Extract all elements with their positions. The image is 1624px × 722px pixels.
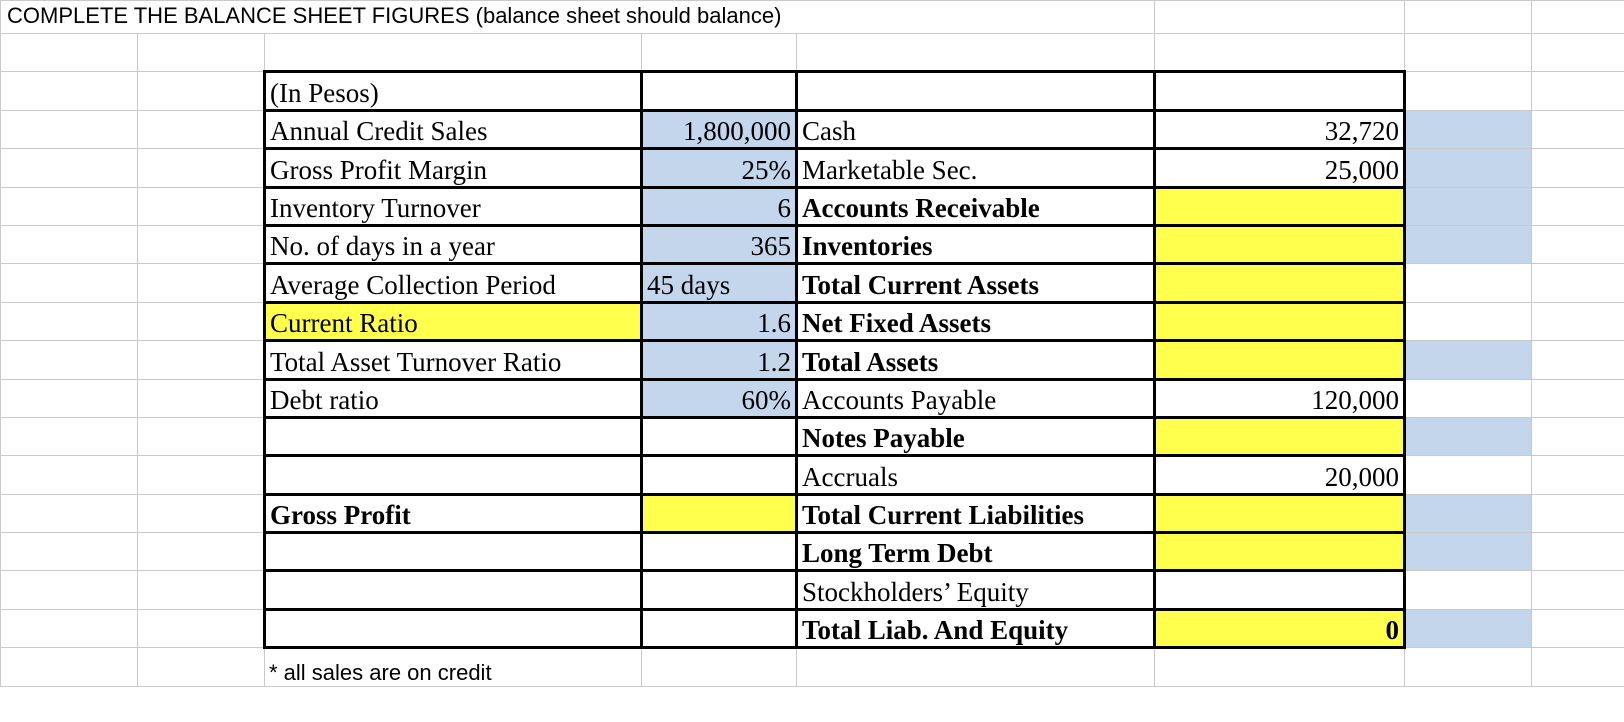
cell[interactable]: [1, 533, 138, 571]
ratio-label-gross-profit-margin[interactable]: Gross Profit Margin: [265, 149, 642, 187]
bs-value-accounts-receivable[interactable]: [1155, 187, 1405, 225]
bs-label-stockholders-equity[interactable]: Stockholders’ Equity: [797, 571, 1155, 609]
ratio-value-current-ratio[interactable]: 1.6: [642, 302, 797, 340]
cell[interactable]: [1, 225, 138, 263]
ratio-label-inventory-turnover[interactable]: Inventory Turnover: [265, 187, 642, 225]
cell[interactable]: [1532, 456, 1624, 494]
cell[interactable]: [1, 302, 138, 340]
cell[interactable]: [1155, 648, 1405, 686]
cell[interactable]: [138, 341, 265, 379]
bs-label-total-current-liabilities[interactable]: Total Current Liabilities: [797, 494, 1155, 532]
bs-label-total-liab-and-equity[interactable]: Total Liab. And Equity: [797, 609, 1155, 647]
bs-label-accruals[interactable]: Accruals: [797, 456, 1155, 494]
cell[interactable]: [1405, 302, 1532, 340]
cell[interactable]: [138, 302, 265, 340]
bs-label-notes-payable[interactable]: Notes Payable: [797, 417, 1155, 455]
cell[interactable]: [642, 34, 797, 72]
cell[interactable]: [642, 571, 797, 609]
cell[interactable]: [1532, 341, 1624, 379]
bs-label-accounts-receivable[interactable]: Accounts Receivable: [797, 187, 1155, 225]
cell[interactable]: [1405, 456, 1532, 494]
bs-label-marketable-sec[interactable]: Marketable Sec.: [797, 149, 1155, 187]
cell[interactable]: [1155, 1, 1405, 34]
bs-value-stockholders-equity[interactable]: [1155, 571, 1405, 609]
bs-label-net-fixed-assets[interactable]: Net Fixed Assets: [797, 302, 1155, 340]
cell[interactable]: [1, 72, 138, 110]
bs-value-total-current-liabilities[interactable]: [1155, 494, 1405, 532]
cell[interactable]: [265, 533, 642, 571]
cell[interactable]: [265, 609, 642, 647]
cell[interactable]: [1532, 379, 1624, 417]
cell[interactable]: [1, 341, 138, 379]
cell[interactable]: [1, 110, 138, 148]
cell[interactable]: [1405, 494, 1532, 532]
ratio-label-avg-collection-period[interactable]: Average Collection Period: [265, 264, 642, 302]
cell[interactable]: [1532, 149, 1624, 187]
cell[interactable]: [1, 379, 138, 417]
bs-value-cash[interactable]: 32,720: [1155, 110, 1405, 148]
bs-value-notes-payable[interactable]: [1155, 417, 1405, 455]
cell[interactable]: [1405, 379, 1532, 417]
cell[interactable]: [138, 571, 265, 609]
ratio-label-total-asset-turnover[interactable]: Total Asset Turnover Ratio: [265, 341, 642, 379]
ratio-label-annual-credit-sales[interactable]: Annual Credit Sales: [265, 110, 642, 148]
cell[interactable]: [138, 149, 265, 187]
footnote[interactable]: * all sales are on credit: [265, 648, 642, 686]
cell[interactable]: [1532, 417, 1624, 455]
cell[interactable]: [1, 456, 138, 494]
ratio-label-current-ratio[interactable]: Current Ratio: [265, 302, 642, 340]
bs-label-long-term-debt[interactable]: Long Term Debt: [797, 533, 1155, 571]
bs-value-net-fixed-assets[interactable]: [1155, 302, 1405, 340]
cell[interactable]: [797, 648, 1155, 686]
bs-value-accounts-payable[interactable]: 120,000: [1155, 379, 1405, 417]
cell[interactable]: [138, 110, 265, 148]
cell[interactable]: [1532, 494, 1624, 532]
cell[interactable]: [265, 456, 642, 494]
cell[interactable]: [1405, 609, 1532, 647]
ratio-value-total-asset-turnover[interactable]: 1.2: [642, 341, 797, 379]
cell[interactable]: [1532, 225, 1624, 263]
cell[interactable]: [1405, 264, 1532, 302]
ratio-value-days-in-year[interactable]: 365: [642, 225, 797, 263]
cell[interactable]: [642, 417, 797, 455]
cell[interactable]: [1532, 1, 1624, 34]
cell[interactable]: [1, 417, 138, 455]
bs-label-total-current-assets[interactable]: Total Current Assets: [797, 264, 1155, 302]
cell[interactable]: [642, 456, 797, 494]
bs-label-total-assets[interactable]: Total Assets: [797, 341, 1155, 379]
ratio-value-gross-profit-margin[interactable]: 25%: [642, 149, 797, 187]
cell[interactable]: [1, 34, 138, 72]
cell[interactable]: [1532, 533, 1624, 571]
cell[interactable]: [642, 648, 797, 686]
cell[interactable]: [1, 187, 138, 225]
bs-value-total-assets[interactable]: [1155, 341, 1405, 379]
cell[interactable]: [138, 187, 265, 225]
cell[interactable]: [642, 533, 797, 571]
header-label-cell[interactable]: (In Pesos): [265, 72, 642, 110]
cell[interactable]: [138, 456, 265, 494]
cell[interactable]: [1405, 34, 1532, 72]
bs-label-cash[interactable]: Cash: [797, 110, 1155, 148]
cell[interactable]: [797, 34, 1155, 72]
cell[interactable]: [138, 609, 265, 647]
cell[interactable]: [1532, 72, 1624, 110]
bs-value-marketable-sec[interactable]: 25,000: [1155, 149, 1405, 187]
bs-label-accounts-payable[interactable]: Accounts Payable: [797, 379, 1155, 417]
cell[interactable]: [138, 72, 265, 110]
bs-value-total-liab-and-equity[interactable]: 0: [1155, 609, 1405, 647]
cell[interactable]: [1532, 110, 1624, 148]
cell[interactable]: [138, 34, 265, 72]
cell[interactable]: [1405, 417, 1532, 455]
gross-profit-label[interactable]: Gross Profit: [265, 494, 642, 532]
cell[interactable]: [1532, 571, 1624, 609]
bs-value-inventories[interactable]: [1155, 225, 1405, 263]
cell[interactable]: [1532, 264, 1624, 302]
ratio-value-debt-ratio[interactable]: 60%: [642, 379, 797, 417]
cell[interactable]: [138, 648, 265, 686]
ratio-label-days-in-year[interactable]: No. of days in a year: [265, 225, 642, 263]
cell[interactable]: [1532, 34, 1624, 72]
cell[interactable]: [1532, 609, 1624, 647]
cell[interactable]: [1405, 149, 1532, 187]
cell[interactable]: [1405, 72, 1532, 110]
cell[interactable]: [1155, 34, 1405, 72]
cell[interactable]: [1405, 533, 1532, 571]
bs-value-total-current-assets[interactable]: [1155, 264, 1405, 302]
cell[interactable]: [138, 533, 265, 571]
bs-label-inventories[interactable]: Inventories: [797, 225, 1155, 263]
sheet-title-cell[interactable]: [1, 1, 1155, 34]
cell[interactable]: [1, 264, 138, 302]
sheet-title: COMPLETE THE BALANCE SHEET FIGURES (balance sheet should balance): [7, 3, 782, 28]
ratio-value-avg-collection-period[interactable]: 45 days: [642, 264, 797, 302]
cell[interactable]: [1405, 1, 1532, 34]
cell[interactable]: [138, 225, 265, 263]
cell[interactable]: [138, 264, 265, 302]
cell[interactable]: [1, 571, 138, 609]
cell[interactable]: [1405, 648, 1532, 686]
cell[interactable]: [1532, 302, 1624, 340]
bs-value-long-term-debt[interactable]: [1155, 533, 1405, 571]
cell[interactable]: [1, 609, 138, 647]
cell[interactable]: [265, 417, 642, 455]
cell[interactable]: [138, 417, 265, 455]
cell[interactable]: [265, 34, 642, 72]
ratio-value-inventory-turnover[interactable]: 6: [642, 187, 797, 225]
bs-value-accruals[interactable]: 20,000: [1155, 456, 1405, 494]
cell[interactable]: [1405, 225, 1532, 263]
ratio-value-annual-credit-sales[interactable]: 1,800,000: [642, 110, 797, 148]
cell[interactable]: [1155, 72, 1405, 110]
cell[interactable]: [1, 149, 138, 187]
cell[interactable]: [1532, 648, 1624, 686]
cell[interactable]: [1405, 187, 1532, 225]
cell[interactable]: [265, 571, 642, 609]
cell[interactable]: [1405, 110, 1532, 148]
cell[interactable]: [797, 72, 1155, 110]
cell[interactable]: [1, 648, 138, 686]
cell[interactable]: [1405, 571, 1532, 609]
cell[interactable]: [1532, 187, 1624, 225]
cell[interactable]: [642, 609, 797, 647]
ratio-label-debt-ratio[interactable]: Debt ratio: [265, 379, 642, 417]
cell[interactable]: [138, 379, 265, 417]
cell[interactable]: [1, 494, 138, 532]
gross-profit-value[interactable]: [642, 494, 797, 532]
cell[interactable]: [138, 494, 265, 532]
cell[interactable]: [642, 72, 797, 110]
cell[interactable]: [1405, 341, 1532, 379]
